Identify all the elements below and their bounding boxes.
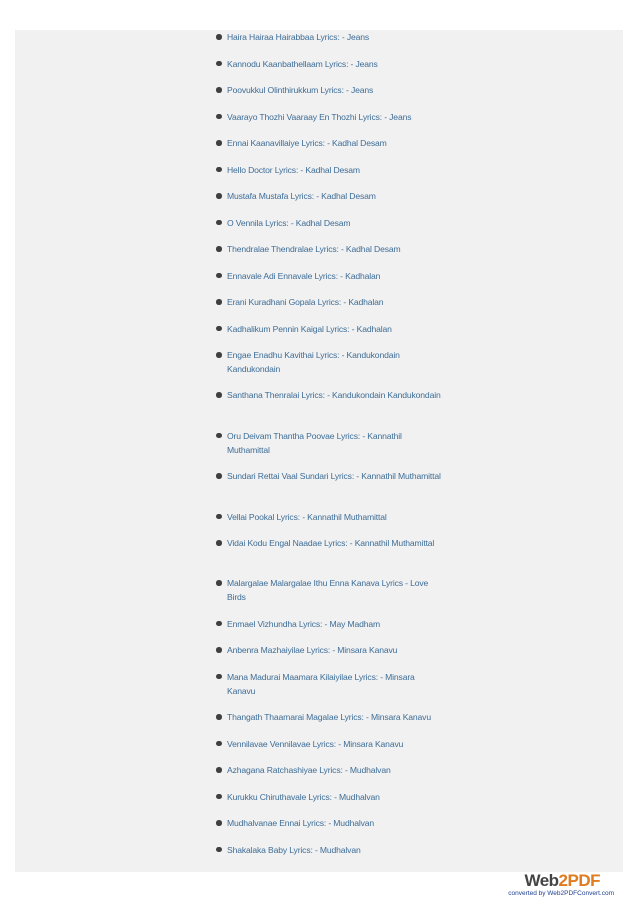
list-item[interactable] — [227, 737, 442, 751]
song-link[interactable]: Ennavale Adi Ennavale Lyrics: - Kadhalan — [227, 270, 381, 281]
list-item[interactable] — [227, 388, 442, 402]
song-link[interactable]: Anbenra Mazhaiyilae Lyrics: - Minsara Kanavu — [227, 645, 398, 655]
bullet-icon — [216, 34, 222, 40]
bullet-icon — [216, 621, 222, 627]
list-item[interactable] — [227, 710, 442, 724]
song-link[interactable]: Mudhalvanae Ennai Lyrics: - Mudhalvan — [227, 818, 374, 828]
song-link[interactable]: Malargalae Malargalae Ithu Enna Kanava Lyrics - Love Birds — [227, 578, 429, 602]
list-item[interactable] — [227, 617, 442, 631]
list-item[interactable] — [227, 790, 442, 804]
song-link[interactable]: O Vennila Lyrics: - Kadhal Desam — [227, 217, 351, 228]
song-link[interactable]: Vaarayo Thozhi Vaaraay En Thozhi Lyrics: - Jeans — [227, 111, 412, 122]
bullet-icon — [216, 61, 222, 67]
bullet-icon — [216, 794, 222, 800]
bullet-icon — [216, 220, 222, 226]
song-link[interactable]: Thangath Thaamarai Magalae Lyrics: - Minsara Kanavu — [227, 712, 431, 722]
bullet-icon — [216, 246, 222, 252]
converted-by-link[interactable]: converted by Web2PDFConvert.com — [508, 890, 614, 897]
bullet-icon — [216, 674, 222, 680]
bullet-icon — [216, 647, 222, 653]
list-item[interactable] — [227, 843, 442, 857]
bullet-icon — [216, 820, 222, 826]
song-link[interactable]: Sundari Rettai Vaal Sundari Lyrics: - Kannathil Muthamittal — [227, 471, 441, 481]
song-link[interactable]: Erani Kuradhani Gopala Lyrics: - Kadhalan — [227, 297, 384, 307]
logo-web: Web — [524, 871, 559, 890]
list-item[interactable] — [227, 536, 442, 550]
song-link[interactable]: Santhana Thenralai Lyrics: - Kandukondain Kandukondain — [227, 390, 441, 400]
list-item[interactable] — [227, 510, 442, 524]
song-link[interactable]: Enmael Vizhundha Lyrics: - May Madham — [227, 618, 381, 629]
list-item[interactable] — [227, 83, 442, 97]
song-link[interactable]: Oru Deivam Thantha Poovae Lyrics: - Kannathil Muthamittal — [227, 430, 402, 455]
bullet-icon — [216, 193, 222, 199]
list-item[interactable] — [227, 189, 442, 203]
song-link[interactable]: Ennai Kaanavillaiye Lyrics: - Kadhal Desam — [227, 138, 387, 148]
list-item[interactable] — [227, 30, 442, 44]
list-item[interactable] — [227, 163, 442, 177]
song-link[interactable]: Vellai Pookal Lyrics: - Kannathil Muthamittal — [227, 511, 387, 522]
bullet-icon — [216, 326, 222, 332]
logo-wordmark — [524, 871, 600, 891]
list-item[interactable] — [227, 670, 442, 698]
song-link[interactable]: Shakalaka Baby Lyrics: - Mudhalvan — [227, 844, 361, 855]
bullet-icon — [216, 714, 222, 720]
song-link[interactable]: Poovukkul Olinthirukkum Lyrics: - Jeans — [227, 85, 374, 95]
bullet-icon — [216, 114, 222, 120]
bullet-icon — [216, 580, 222, 586]
list-item[interactable] — [227, 216, 442, 230]
bullet-icon — [216, 167, 222, 173]
bullet-icon — [216, 273, 222, 279]
logo-2pdf: 2PDF — [558, 871, 600, 890]
list-item[interactable] — [227, 295, 442, 309]
bullet-icon — [216, 847, 222, 853]
song-link[interactable]: Vennilavae Vennilavae Lyrics: - Minsara Kanavu — [227, 738, 404, 749]
bullet-icon — [216, 140, 222, 146]
bullet-icon — [216, 767, 222, 773]
list-item[interactable] — [227, 816, 442, 830]
song-link[interactable]: Mustafa Mustafa Lyrics: - Kadhal Desam — [227, 191, 376, 201]
song-link[interactable]: Kurukku Chiruthavale Lyrics: - Mudhalvan — [227, 791, 380, 802]
bullet-icon — [216, 392, 222, 398]
list-item[interactable] — [227, 576, 442, 604]
song-link[interactable]: Hello Doctor Lyrics: - Kadhal Desam — [227, 164, 360, 175]
bullet-icon — [216, 87, 222, 93]
bullet-icon — [216, 473, 222, 479]
list-item[interactable] — [227, 469, 442, 483]
list-item[interactable] — [227, 643, 442, 657]
bullet-icon — [216, 540, 222, 546]
web2pdf-logo[interactable] — [508, 871, 620, 897]
bullet-icon — [216, 741, 222, 747]
list-item[interactable] — [227, 429, 442, 457]
bullet-icon — [216, 433, 222, 439]
list-item[interactable] — [227, 269, 442, 283]
bullet-icon — [216, 299, 222, 305]
song-link[interactable]: Thendralae Thendralae Lyrics: - Kadhal Desam — [227, 244, 401, 254]
list-item[interactable] — [227, 242, 442, 256]
song-link[interactable]: Mana Madurai Maamara Kilaiyilae Lyrics: - Minsara Kanavu — [227, 671, 415, 696]
bullet-icon — [216, 514, 222, 520]
song-link[interactable]: Kannodu Kaanbathellaam Lyrics: - Jeans — [227, 58, 378, 69]
list-item[interactable] — [227, 763, 442, 777]
list-item[interactable] — [227, 322, 442, 336]
list-item[interactable] — [227, 136, 442, 150]
list-item[interactable] — [227, 57, 442, 71]
song-link[interactable]: Engae Enadhu Kavithai Lyrics: - Kandukondain Kandukondain — [227, 350, 400, 374]
song-link[interactable]: Kadhalikum Pennin Kaigal Lyrics: - Kadhalan — [227, 323, 392, 334]
bullet-icon — [216, 352, 222, 358]
song-link[interactable]: Azhagana Ratchashiyae Lyrics: - Mudhalvan — [227, 765, 391, 775]
song-link[interactable]: Haira Hairaa Hairabbaa Lyrics: - Jeans — [227, 32, 370, 42]
list-item[interactable] — [227, 348, 442, 376]
list-item[interactable] — [227, 110, 442, 124]
song-link[interactable]: Vidai Kodu Engal Naadae Lyrics: - Kannathil Muthamittal — [227, 538, 435, 548]
